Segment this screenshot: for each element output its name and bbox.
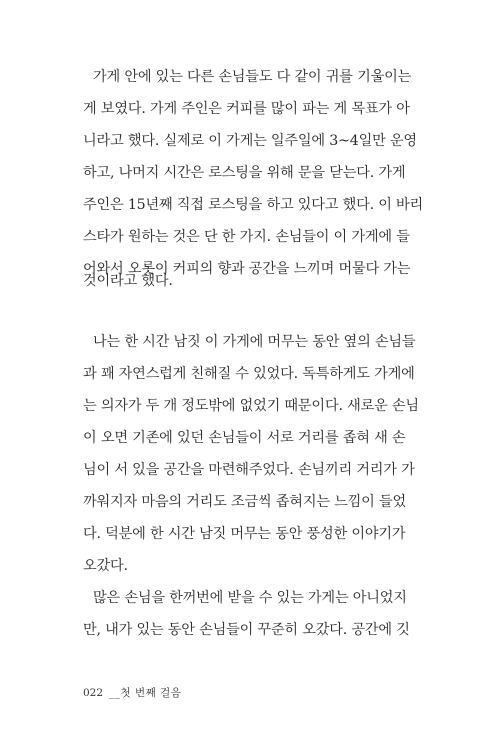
text-line: 님이 서 있을 공간을 마련해주었다. 손님끼리 거리가 가 — [83, 462, 415, 478]
text-line: 이 오면 기존에 있던 손님들이 서로 거리를 좁혀 새 손 — [83, 430, 406, 446]
text-line: 주인은 15년째 직접 로스팅을 하고 있다고 했다. 이 바리 — [83, 197, 424, 213]
text-line: 나는 한 시간 남짓 이 가게에 머무는 동안 옆의 손님들 — [93, 334, 416, 350]
text-line: 스타가 원하는 것은 단 한 가지. 손님들이 이 가게에 들 — [83, 229, 410, 245]
page-footer — [83, 686, 181, 700]
text-line: 오갔다. — [83, 558, 128, 574]
text-line: 것이라고 했다. — [83, 273, 173, 289]
text-line: 만, 내가 있는 동안 손님들이 꾸준히 오갔다. 공간에 깃 — [83, 622, 410, 638]
text-line: 어와서 오롯이 커피의 향과 공간을 느끼며 머물다 가는 — [83, 261, 411, 277]
text-line: 니라고 했다. 실제로 이 가게는 일주일에 3~4일만 운영 — [83, 133, 417, 149]
page-number: 022 — [83, 687, 104, 699]
text-line: 다. 덕분에 한 시간 남짓 머무는 동안 풍성한 이야기가 — [83, 526, 406, 542]
chapter-title: __첫 번째 걸음 — [109, 687, 182, 699]
text-line: 많은 손님을 한꺼번에 받을 수 있는 가게는 아니었지 — [93, 590, 407, 606]
text-line: 까워지자 마음의 거리도 조금씩 좁혀지는 느낌이 들었 — [83, 494, 406, 510]
text-line: 는 의자가 두 개 정도밖에 없었기 때문이다. 새로운 손님 — [83, 398, 419, 414]
text-line: 과 꽤 자연스럽게 친해질 수 있었다. 독특하게도 가게에 — [83, 366, 415, 382]
text-line: 게 보였다. 가게 주인은 커피를 많이 파는 게 목표가 아 — [83, 101, 410, 117]
text-line: 하고, 나머지 시간은 로스팅을 위해 문을 닫는다. 가게 — [83, 165, 406, 181]
text-line: 가게 안에 있는 다른 손님들도 다 같이 귀를 기울이는 — [93, 69, 412, 85]
